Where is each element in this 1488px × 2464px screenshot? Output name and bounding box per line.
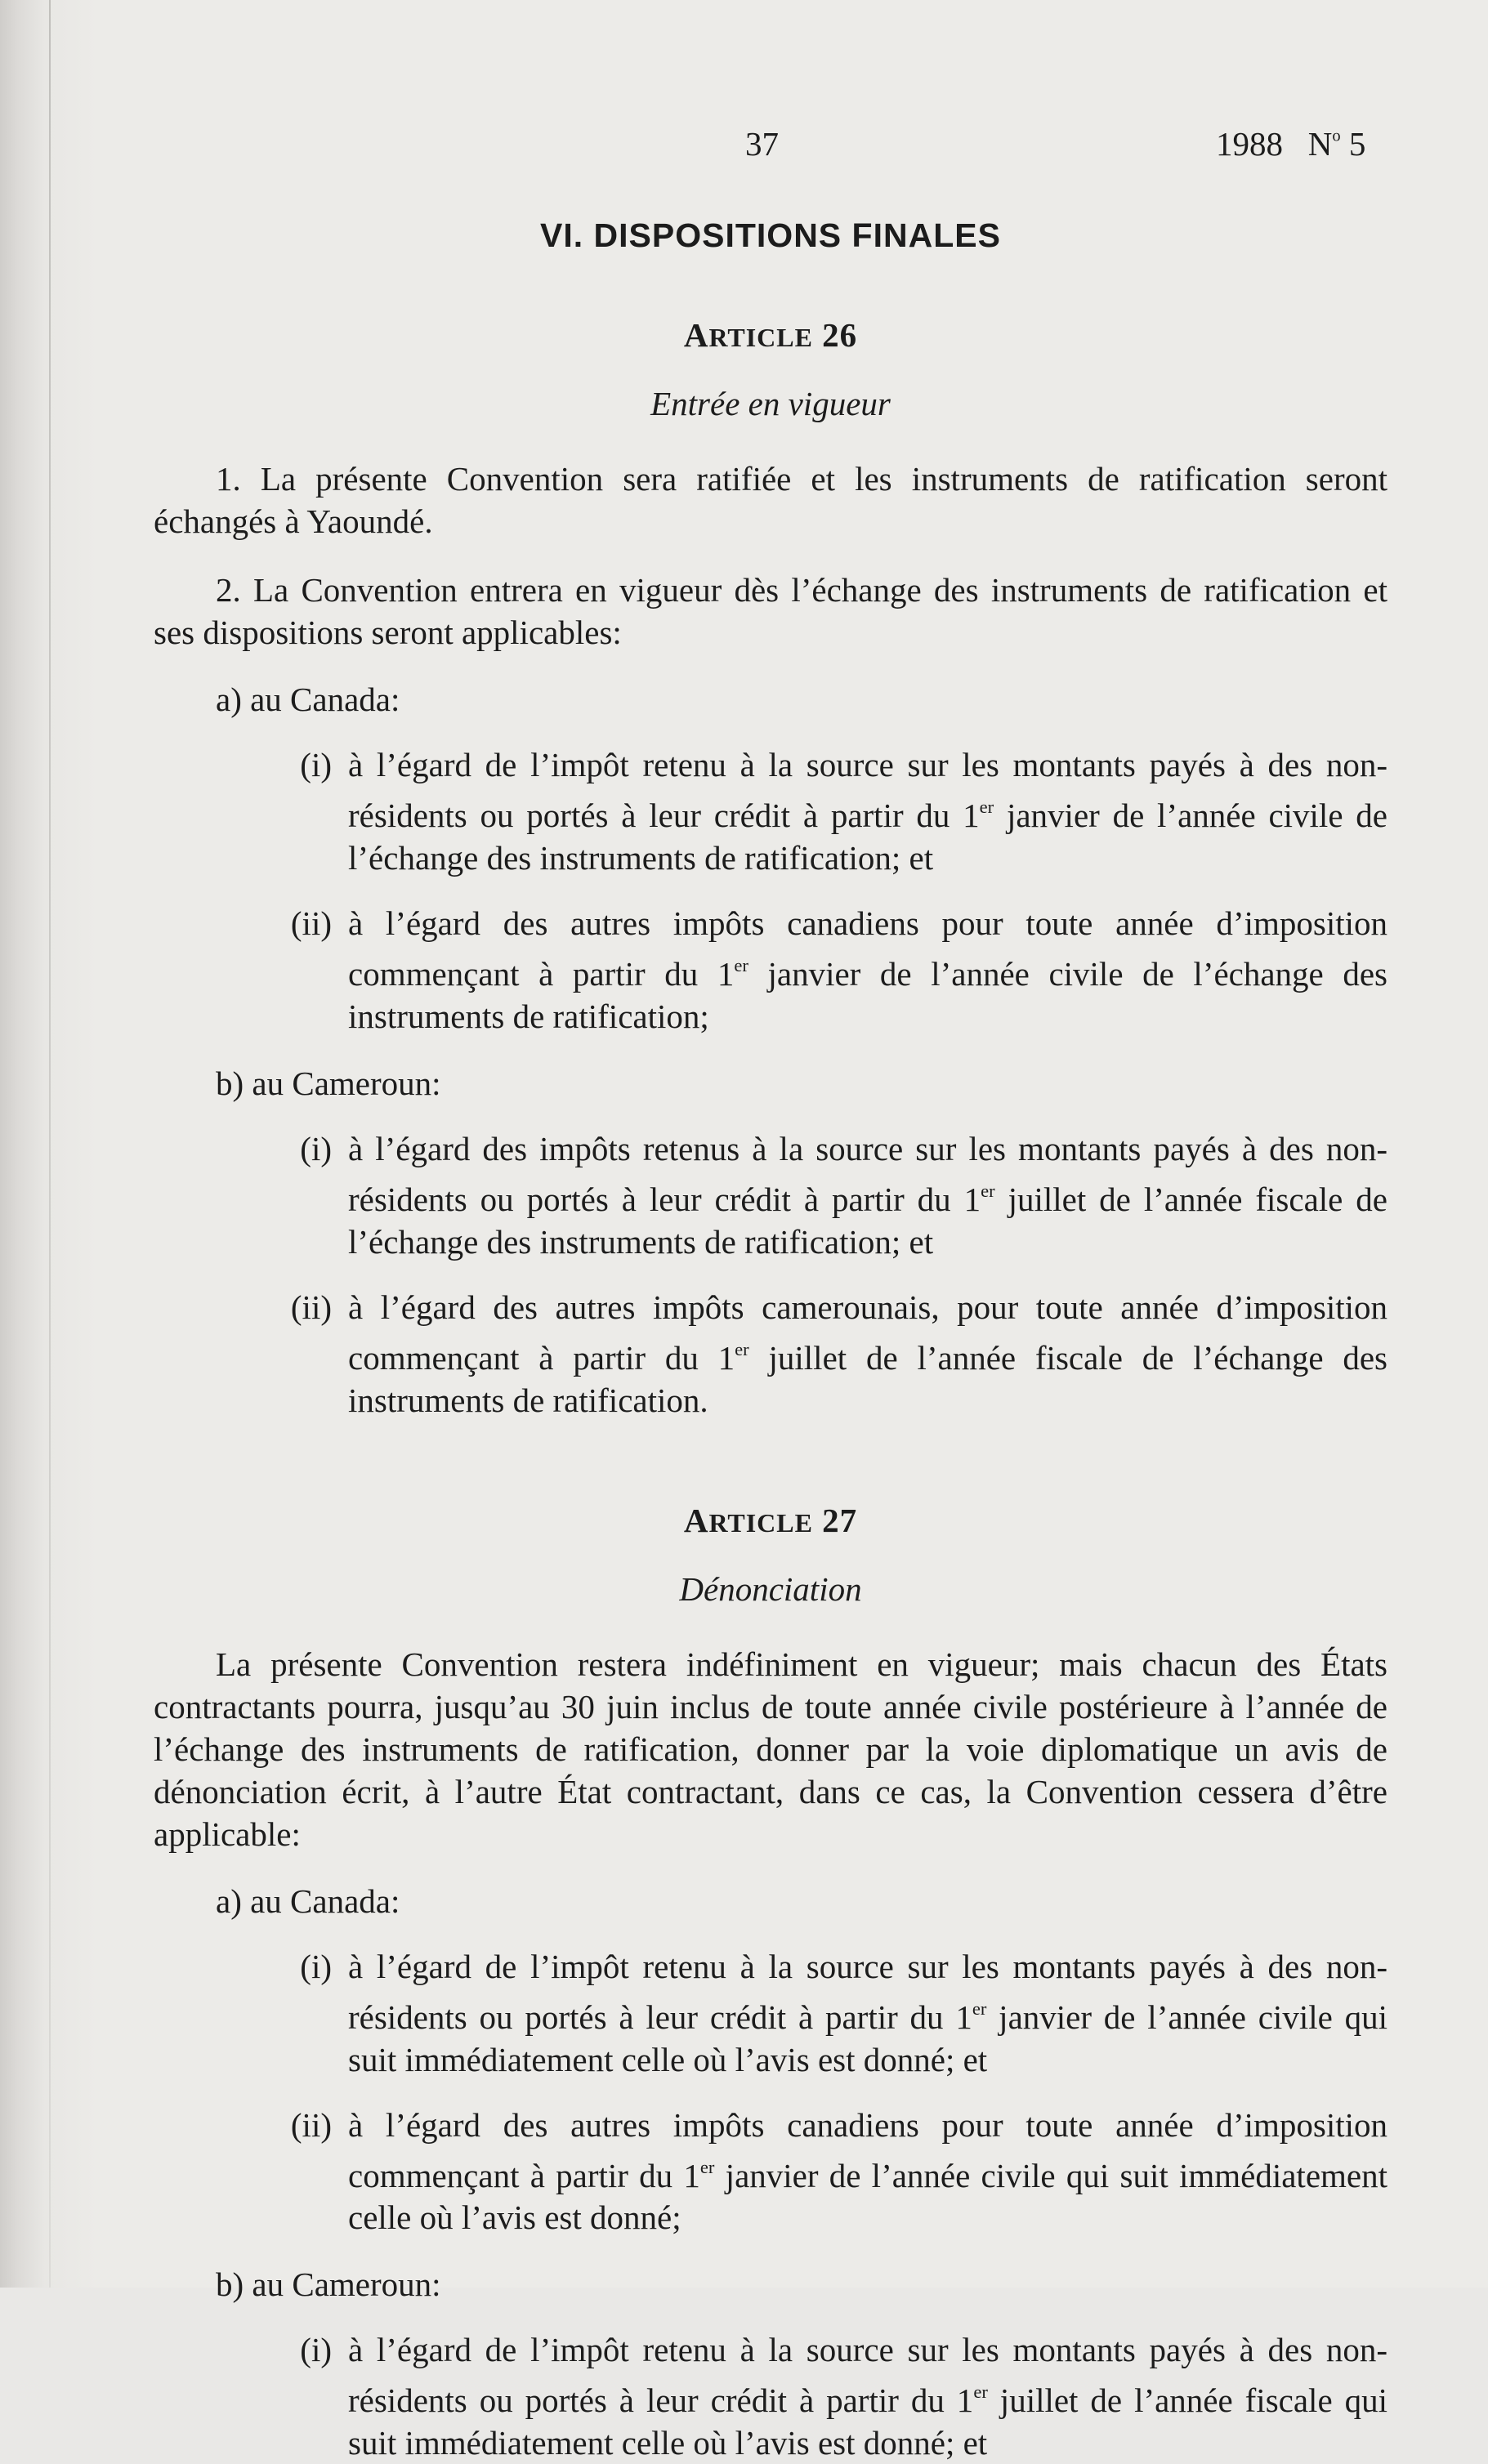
article-27-subtitle: Dénonciation	[679, 1569, 862, 1608]
item-text-start: à l’égard de l’impôt retenu à la source sur les montants payés à des non-résidents ou portés à leur crédit à partir du 1	[348, 2331, 1387, 2420]
article-26	[154, 314, 1387, 1422]
item-text-end: juillet de l’année fiscale de l’échange des instruments de ratification; et	[348, 1180, 1388, 1261]
issue-number: 5	[1348, 125, 1366, 163]
ordinal-superscript: er	[972, 1998, 987, 2019]
item-text-start: à l’égard des autres impôts camerounais, pour toute année d’imposition commençant à partir du 1	[348, 1288, 1387, 1377]
item-numeral: (ii)	[290, 904, 332, 942]
ordinal-superscript: er	[699, 2156, 715, 2177]
issue-reference	[1216, 124, 1365, 163]
binding-gutter	[49, 0, 51, 2288]
article-27-word-rest: RTICLE	[708, 1508, 813, 1538]
ordinal-superscript: er	[734, 954, 748, 975]
item-text-end: janvier de l’année civile qui suit immédiatement celle où l’avis est donné;	[348, 2156, 1387, 2237]
article-27-number: 27	[822, 1501, 858, 1539]
article-27-word-cap: A	[683, 1501, 709, 1539]
item-text-start: à l’égard de l’impôt retenu à la source sur les montants payés à des non-résidents ou portés à leur crédit à partir du 1	[348, 746, 1387, 834]
article-26-item-b-i	[154, 1127, 1387, 1263]
article-27-heading	[154, 1499, 1387, 1545]
article-26-word-rest: RTICLE	[708, 324, 813, 352]
page-number: 37	[745, 125, 779, 163]
article-26-word-cap: A	[683, 316, 709, 354]
page-header	[0, 124, 1488, 173]
article-26-item-a-label: a) au Canada:	[216, 681, 400, 718]
ordinal-superscript: er	[735, 1338, 749, 1359]
ordinal-superscript: er	[981, 1180, 995, 1201]
item-numeral: (i)	[300, 746, 332, 783]
article-27-item-a-ii	[154, 2104, 1387, 2239]
item-text-end: juillet de l’année fiscale qui suit immédiatement celle où l’avis est donné; et	[348, 2381, 1387, 2462]
ordinal-superscript: er	[973, 2381, 988, 2403]
item-text-start: à l’égard des impôts retenus à la source sur les montants payés à des non-résidents ou portés à leur crédit à partir du 1	[348, 1129, 1387, 1218]
article-26-item-b-label: b) au Cameroun:	[216, 1064, 441, 1102]
issue-prefix-superscript: o	[1332, 127, 1341, 145]
issue-year: 1988	[1216, 125, 1283, 163]
item-numeral: (i)	[300, 2331, 332, 2369]
item-text-end: juillet de l’année fiscale de l’échange des instruments de ratification.	[348, 1338, 1387, 1419]
item-text-start: à l’égard de l’impôt retenu à la source sur les montants payés à des non-résidents ou portés à leur crédit à partir du 1	[348, 1947, 1387, 2036]
item-numeral: (i)	[300, 1947, 332, 1985]
article-26-paragraph-2: 2. La Convention entrera en vigueur dès l’échange des instruments de ratification et ses dispositions seront applicables:	[154, 571, 1387, 651]
issue-prefix: N	[1307, 125, 1333, 163]
article-26-paragraph-1: 1. La présente Convention sera ratifiée et les instruments de ratification seront échangés à Yaoundé.	[154, 460, 1387, 540]
ordinal-superscript: er	[979, 797, 994, 817]
item-numeral: (ii)	[290, 2105, 332, 2144]
article-27-item-a-i	[154, 1945, 1387, 2081]
article-26-item-a-ii	[154, 902, 1387, 1038]
article-27	[154, 1499, 1387, 2464]
item-text-end: janvier de l’année civile qui suit immédiatement celle où l’avis est donné; et	[348, 1998, 1387, 2078]
part-title: VI. DISPOSITIONS FINALES	[540, 216, 1001, 254]
article-27-item-a-label: a) au Canada:	[216, 1881, 400, 1920]
document-body	[154, 214, 1387, 2464]
article-26-subtitle: Entrée en vigueur	[650, 385, 891, 422]
article-27-item-b-label: b) au Cameroun:	[216, 2265, 441, 2304]
article-26-heading	[154, 314, 1387, 359]
item-numeral: (i)	[300, 1129, 332, 1167]
item-text-end: janvier de l’année civile de l’échange des instruments de ratification;	[348, 954, 1388, 1035]
article-27-paragraph-1: La présente Convention restera indéfiniment en vigueur; mais chacun des États contractants pourra, jusqu’au 30 juin inclus de toute année civile postérieure à l’année de l’échange des instruments de ratification, donner par la voie diplomatique un avis de dénonciation écrit, à l’autre État contractant, dans ce cas, la Convention cessera d’être applicable:	[154, 1645, 1387, 1853]
article-26-number: 26	[822, 316, 858, 354]
article-26-item-b-ii	[154, 1286, 1387, 1422]
article-27-item-b-i	[154, 2328, 1387, 2464]
item-text-start: à l’égard des autres impôts canadiens pour toute année d’imposition commençant à partir du 1	[348, 904, 1387, 993]
item-numeral: (ii)	[290, 1288, 332, 1326]
item-text-start: à l’égard des autres impôts canadiens pour toute année d’imposition commençant à partir du 1	[348, 2105, 1387, 2194]
item-text-end: janvier de l’année civile de l’échange des instruments de ratification; et	[348, 796, 1387, 877]
article-26-item-a-i	[154, 743, 1387, 879]
